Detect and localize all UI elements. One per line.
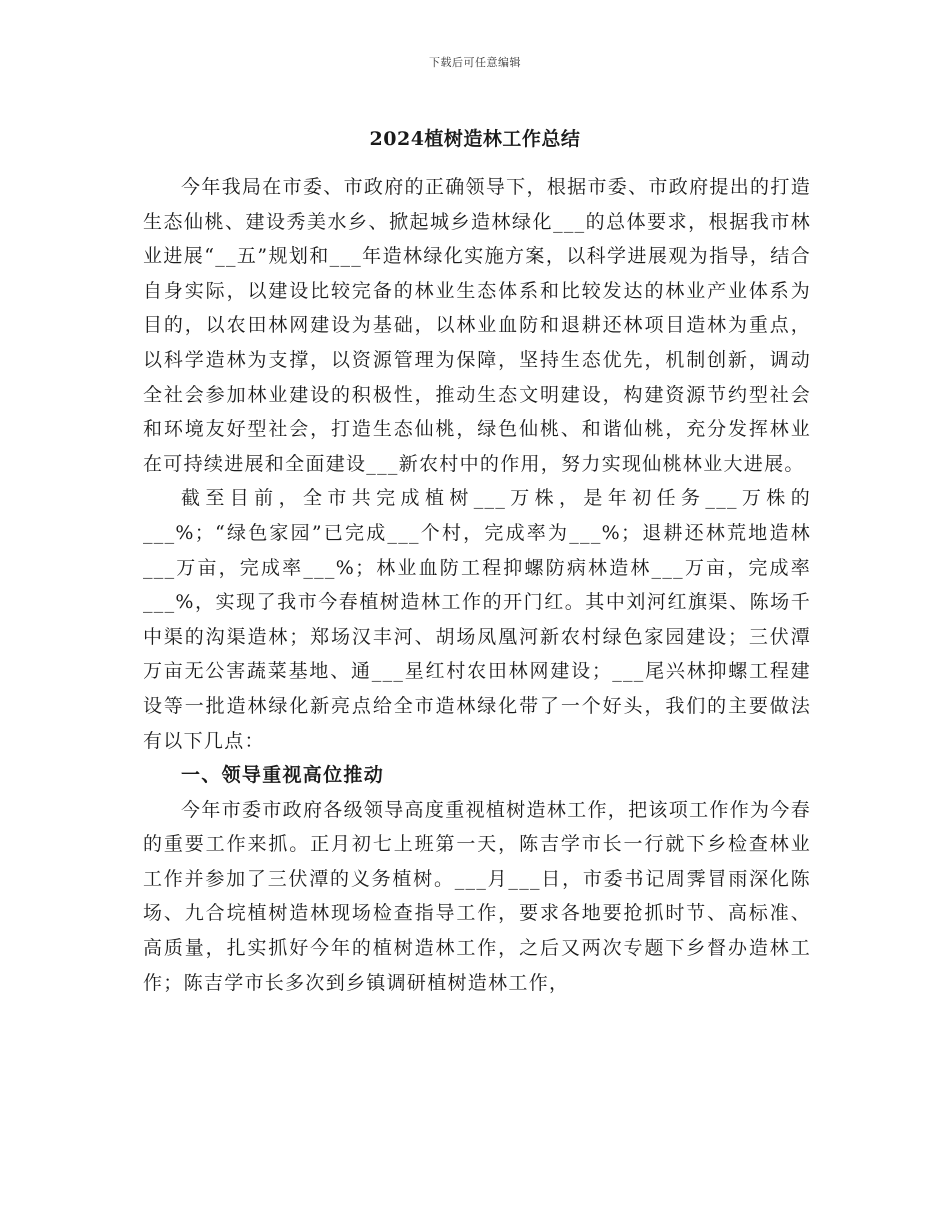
body-paragraph-intro: 今年我局在市委、市政府的正确领导下，根据市委、市政府提出的打造生态仙桃、建设秀美水乡、掀起城乡造林绿化___的总体要求，根据我市林业进展“__五”规划和___年造林绿化实施方案，以科学进展观为指导，结合自身实际，以建设比较完备的林业生态体系和比较发达的林业产业体系为目的，以农田林网建设为基础，以林业血防和退耕还林项目造林为重点，以科学造林为支撑，以资源管理为保障，坚持生态优先，机制创新，调动全社会参加林业建设的积极性，推动生态文明建设，构建资源节约型社会和环境友好型社会，打造生态仙桃，绿色仙桃、和谐仙桃，充分发挥林业在可持续进展和全面建设___新农村中的作用，努力实现仙桃林业大进展。 — [143, 176, 811, 475]
header-note: 下载后可任意编辑 — [429, 56, 521, 69]
document-title: 2024植树造林工作总结 — [369, 128, 581, 150]
body-paragraph-progress: 截至目前，全市共完成植树___万株，是年初任务___万株的___%；“绿色家园”已完成___个村，完成率为___%；退耕还林荒地造林___万亩，完成率___%；林业血防工程抑螺防病林造林___万亩，完成率___%，实现了我市今春植树造林工作的开门红。其中刘河红旗渠、陈场千中渠的沟渠造林；郑场汉丰河、胡场凤凰河新农村绿色家园建设；三伏潭万亩无公害蔬菜基地、通___星红村农田林网建设；___尾兴林抑螺工程建设等一批造林绿化新亮点给全市造林绿化带了一个好头，我们的主要做法有以下几点： — [143, 487, 811, 752]
section-1-paragraph: 今年市委市政府各级领导高度重视植树造林工作，把该项工作作为今春的重要工作来抓。正月初七上班第一天，陈吉学市长一行就下乡检查林业工作并参加了三伏潭的义务植树。___月___日，市委书记周霁冒雨深化陈场、九合垸植树造林现场检查指导工作，要求各地要抢抓时节、高标准、高质量，扎实抓好今年的植树造林工作，之后又两次专题下乡督办造林工作；陈吉学市长多次到乡镇调研植树造林工作， — [143, 798, 811, 994]
section-heading-1: 一、领导重视高位推动 — [181, 764, 385, 787]
document-body — [143, 170, 811, 1000]
